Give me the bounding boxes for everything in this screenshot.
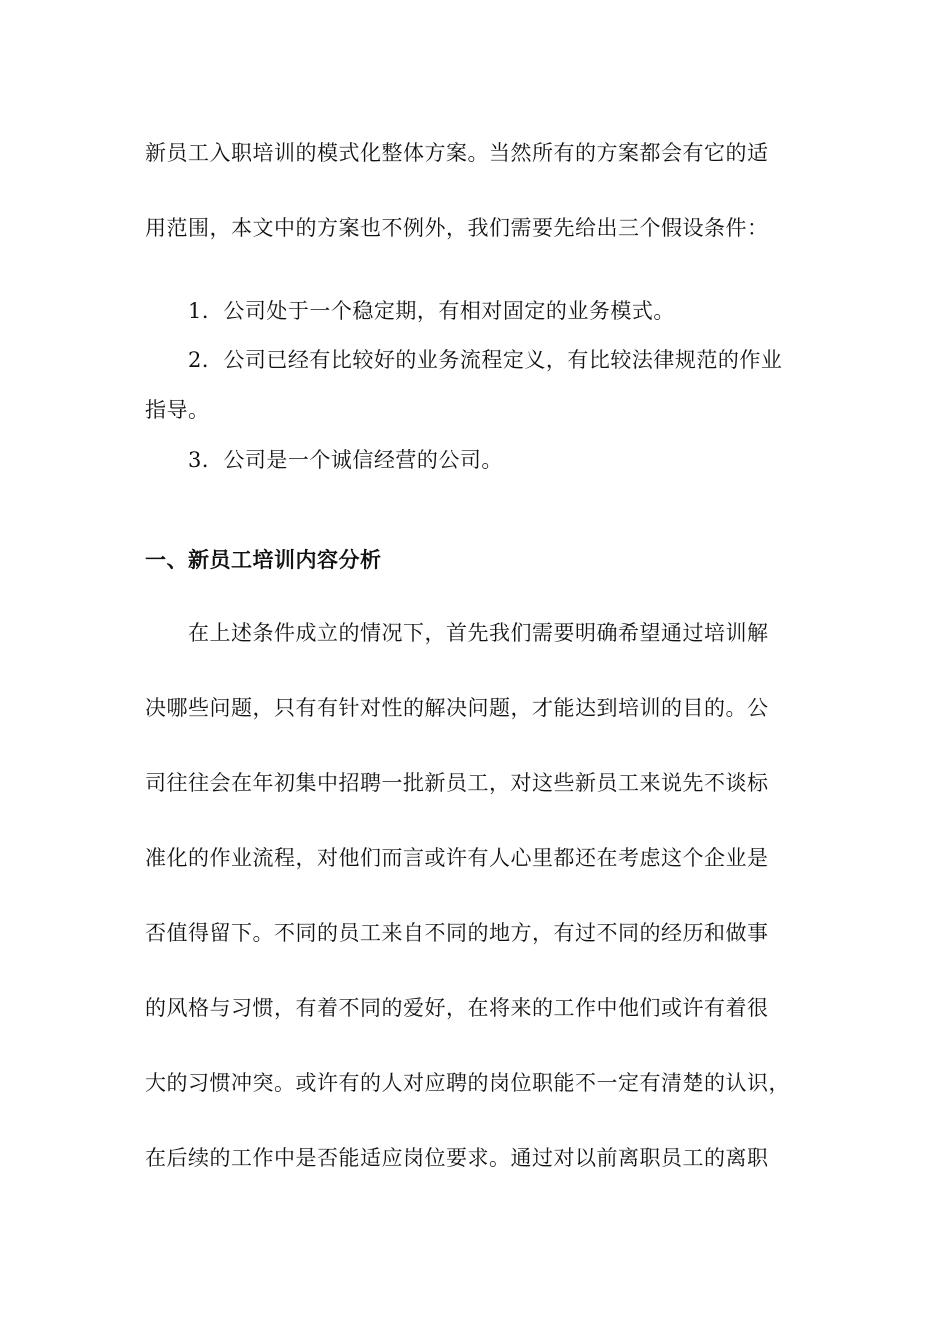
body-line-3: 司往往会在年初集中招聘一批新员工，对这些新员工来说先不谈标 (145, 771, 769, 795)
assumption-3: 3．公司是一个诚信经营的公司。 (188, 448, 503, 472)
body-line-6: 的风格与习惯，有着不同的爱好，在将来的工作中他们或许有着很 (145, 996, 769, 1020)
body-line-5: 否值得留下。不同的员工来自不同的地方，有过不同的经历和做事 (145, 921, 769, 945)
section-heading: 一、新员工培训内容分析 (145, 547, 382, 572)
body-line-2: 决哪些问题，只有有针对性的解决问题，才能达到培训的目的。公 (145, 696, 769, 720)
intro-line-1: 新员工入职培训的模式化整体方案。当然所有的方案都会有它的适 (145, 141, 769, 165)
body-line-4: 准化的作业流程，对他们而言或许有人心里都还在考虑这个企业是 (145, 846, 769, 870)
body-line-7: 大的习惯冲突。或许有的人对应聘的岗位职能不一定有清楚的认识， (145, 1071, 790, 1095)
assumption-1: 1．公司处于一个稳定期，有相对固定的业务模式。 (188, 299, 675, 323)
assumption-2-line-1: 2．公司已经有比较好的业务流程定义，有比较法律规范的作业 (188, 348, 783, 372)
assumption-2-line-2: 指导。 (145, 398, 210, 422)
body-line-1: 在上述条件成立的情况下，首先我们需要明确希望通过培训解 (188, 621, 769, 645)
intro-line-2: 用范围，本文中的方案也不例外，我们需要先给出三个假设条件： (145, 216, 769, 240)
body-line-8: 在后续的工作中是否能适应岗位要求。通过对以前离职员工的离职 (145, 1146, 769, 1170)
